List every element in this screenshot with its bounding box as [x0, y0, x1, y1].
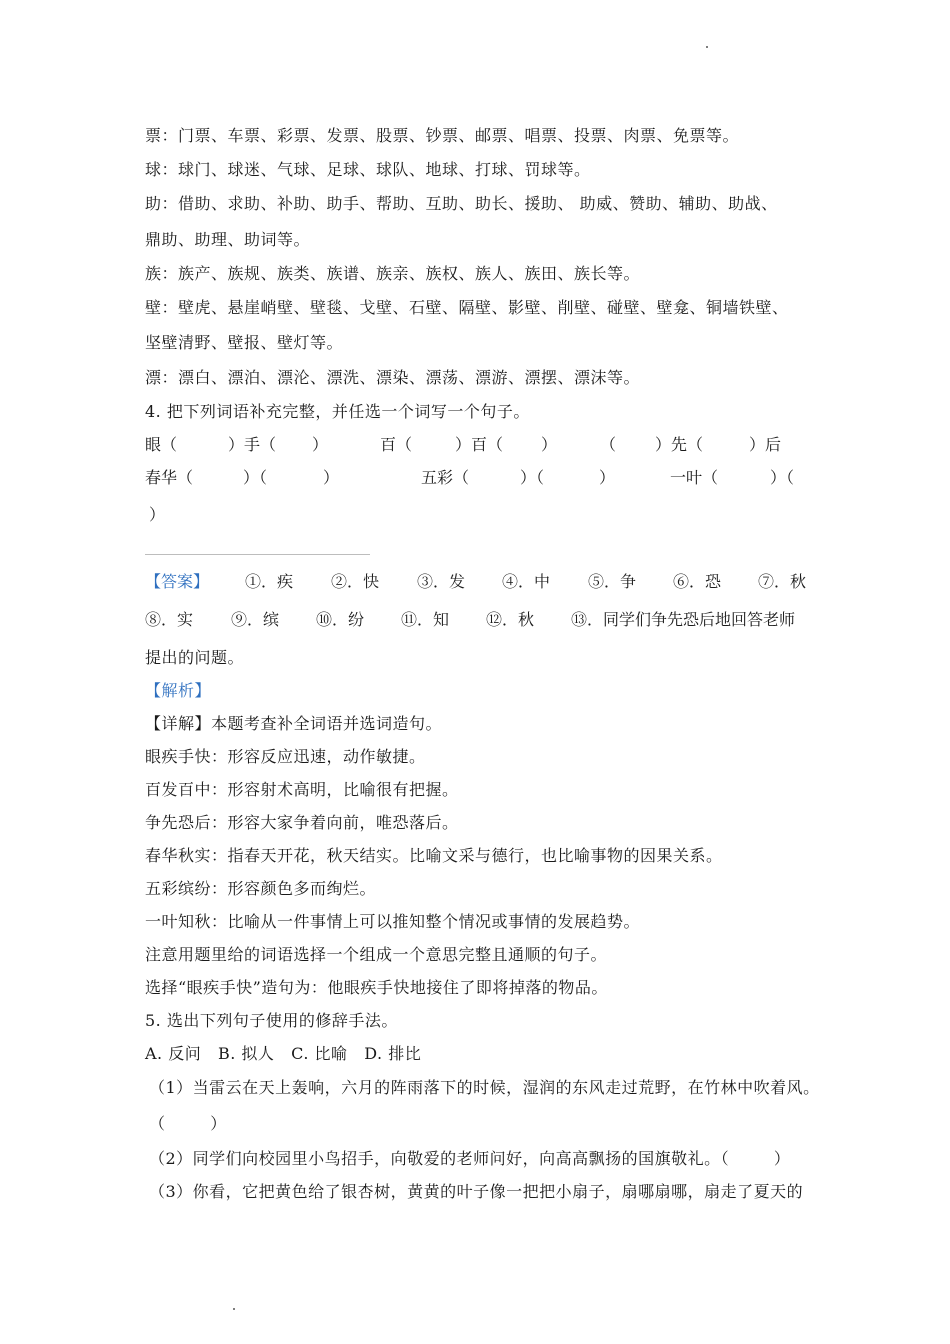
blank-part: ）先（: [655, 435, 704, 454]
analysis-line: 五彩缤纷：形容颜色多而绚烂。: [145, 879, 377, 898]
question-4-row-3: ）: [149, 505, 166, 524]
question-5-sentence-3: （3）你看，它把黄色给了银杏树，黄黄的叶子像一把把小扇子，扇哪扇哪，扇走了夏天的: [149, 1182, 804, 1201]
vocab-line: 助：借助、求助、补助、助手、帮助、互助、助长、援助、 助威、赞助、辅助、助战、: [145, 194, 778, 213]
answer-item: ②．快: [331, 572, 380, 591]
blank-part: 春华（: [145, 468, 194, 487]
analysis-line: 争先恐后：形容大家争着向前，唯恐落后。: [145, 813, 459, 832]
answer-item: ⑪．知: [401, 610, 450, 629]
blank-part: 百（: [380, 435, 413, 454]
blank-part: ）: [599, 468, 616, 487]
vocab-line: 坚壁清野、壁报、壁灯等。: [145, 333, 344, 352]
blank-part: ）手（: [228, 435, 277, 454]
blank-part: ）: [541, 435, 558, 454]
blank-part: ）: [312, 435, 329, 454]
vocab-line: 族：族产、族规、族类、族谱、族亲、族权、族人、族田、族长等。: [145, 264, 641, 283]
answer-item: ④．中: [502, 572, 551, 591]
answer-item: ⑧．实: [145, 610, 194, 629]
answer-item: ⑫．秋: [486, 610, 535, 629]
question-5-sentence-1-blank: （ ）: [149, 1114, 227, 1133]
answer-item: ③．发: [417, 572, 466, 591]
vocab-line: 球：球门、球迷、气球、足球、球队、地球、打球、罚球等。: [145, 160, 591, 179]
analysis-line: 【详解】本题考查补全词语并选词造句。: [145, 714, 443, 733]
answer-label: 【答案】: [145, 572, 210, 591]
separator-line: [145, 554, 370, 555]
analysis-line: 眼疾手快：形容反应迅速，动作敏捷。: [145, 747, 426, 766]
blank-part: 眼（: [145, 435, 178, 454]
top-dot: [706, 46, 708, 48]
analysis-line: 春华秋实：指春天开花，秋天结实。比喻文采与德行，也比喻事物的因果关系。: [145, 846, 723, 865]
blank-part: （: [600, 435, 617, 454]
question-5-title: 5. 选出下列句子使用的修辞手法。: [145, 1011, 398, 1030]
analysis-line: 百发百中：形容射术高明，比喻很有把握。: [145, 780, 459, 799]
analysis-label: 【解析】: [145, 681, 212, 700]
blank-part: ）百（: [455, 435, 504, 454]
question-5-options: A. 反问 B. 拟人 C. 比喻 D. 排比: [145, 1044, 422, 1063]
blank-part: ）（: [770, 468, 795, 487]
vocab-line: 鼎助、助理、助词等。: [145, 230, 311, 249]
analysis-line: 注意用题里给的词语选择一个组成一个意思完整且通顺的句子。: [145, 945, 608, 964]
answer-item: ⑨．缤: [231, 610, 280, 629]
answer-item: ⑤．争: [588, 572, 637, 591]
vocab-line: 漂：漂白、漂泊、漂沦、漂洗、漂染、漂荡、漂游、漂摆、漂沫等。: [145, 368, 641, 387]
analysis-line: 一叶知秋：比喻从一件事情上可以推知整个情况或事情的发展趋势。: [145, 912, 641, 931]
analysis-line: 选择“眼疾手快”造句为：他眼疾手快地接住了即将掉落的物品。: [145, 978, 608, 997]
blank-part: ）（: [243, 468, 268, 487]
vocab-line: 壁：壁虎、悬崖峭壁、壁毯、戈壁、石壁、隔壁、影壁、削壁、碰壁、壁龛、铜墙铁壁、: [145, 298, 789, 317]
question-5-sentence-2: （2）同学们向校园里小鸟招手，向敬爱的老师问好，向高高飘扬的国旗敬礼。（ ）: [149, 1149, 791, 1168]
answer-item: ⑩．纷: [316, 610, 365, 629]
answer-item: ⑦．秋: [758, 572, 807, 591]
blank-part: ）: [323, 468, 340, 487]
question-5-sentence-1: （1）当雷云在天上轰响，六月的阵雨落下的时候，湿润的东风走过荒野，在竹林中吹着风。: [149, 1078, 820, 1097]
blank-part: ）（: [520, 468, 545, 487]
blank-part: 五彩（: [421, 468, 470, 487]
question-4-title: 4. 把下列词语补充完整，并任选一个词写一个句子。: [145, 402, 530, 421]
answer-item: ⑥．恐: [673, 572, 722, 591]
bottom-dot: [233, 1308, 235, 1310]
answer-item: ⑬．同学们争先恐后地回答老师: [571, 610, 796, 629]
answer-item: ①．疾: [245, 572, 294, 591]
vocab-line: 票：门票、车票、彩票、发票、股票、钞票、邮票、唱票、投票、肉票、免票等。: [145, 126, 740, 145]
answer-line-3: 提出的问题。: [145, 648, 245, 667]
blank-part: 一叶（: [670, 468, 719, 487]
blank-part: ）后: [749, 435, 782, 454]
